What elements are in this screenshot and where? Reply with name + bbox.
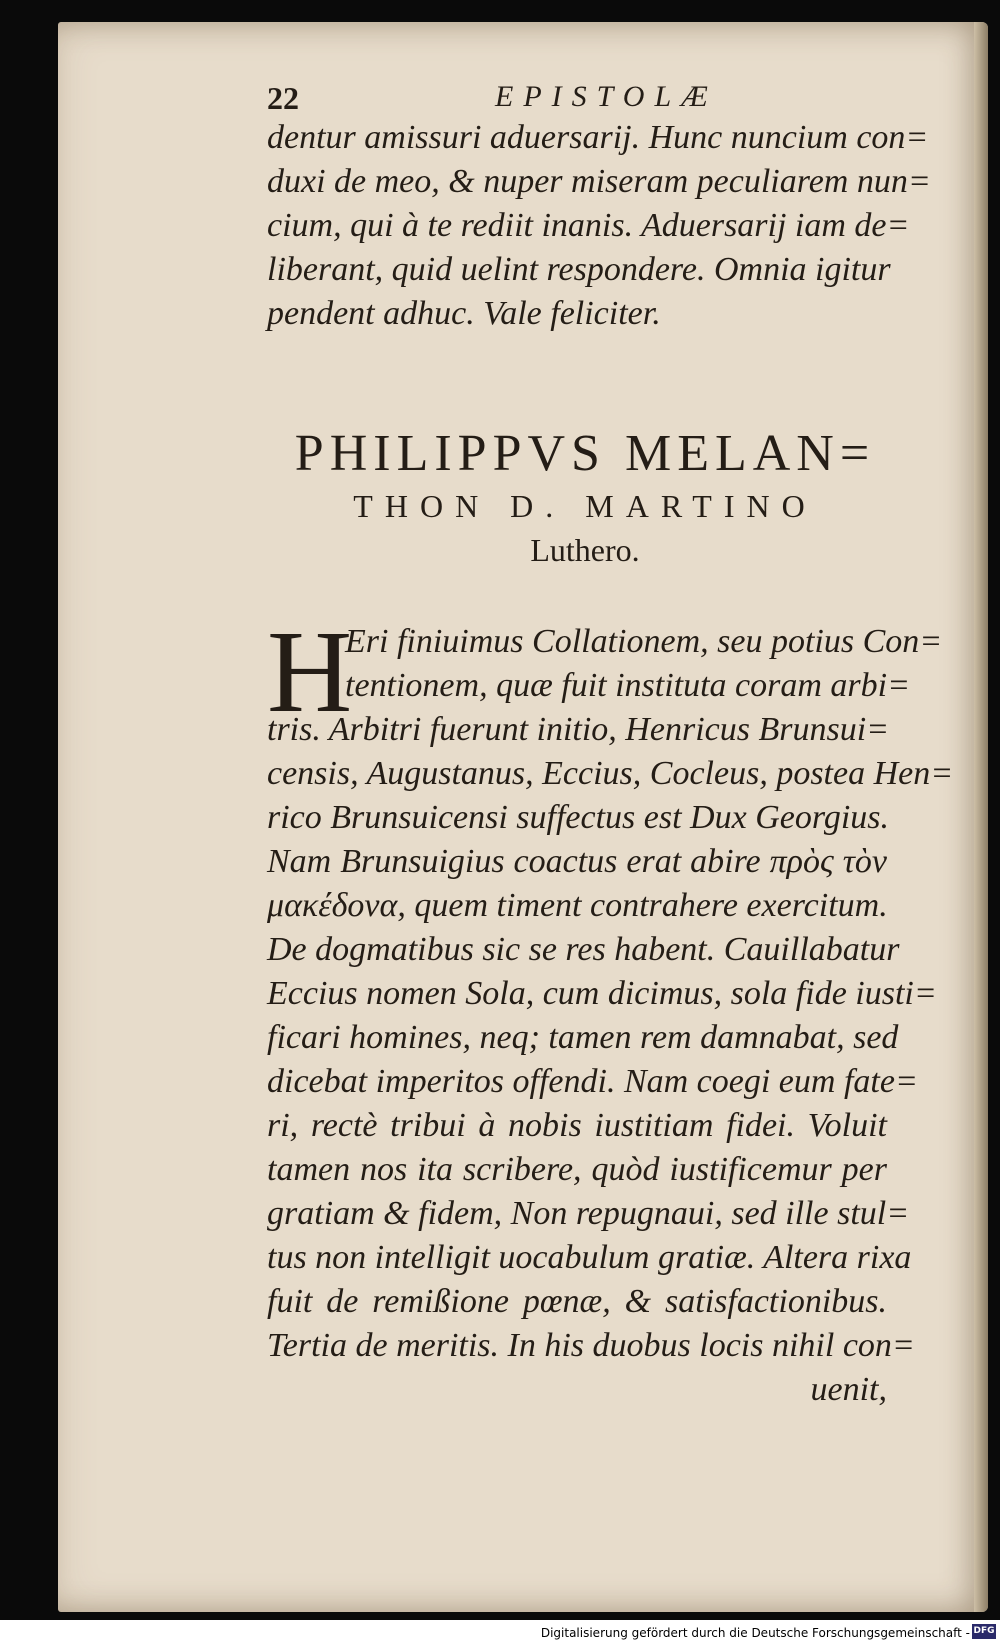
catchword: uenit, — [810, 1371, 887, 1408]
prose-line: duxi de meo, & nuper miseram peculiarem nun= — [267, 163, 931, 200]
prose-line: Eri finiuimus Collationem, seu potius Con= — [345, 623, 943, 660]
prose-line: tentionem, quæ fuit instituta coram arbi= — [345, 667, 911, 704]
running-head — [205, 78, 925, 116]
running-title: EPISTOLÆ — [495, 80, 718, 113]
prose-line: rico Brunsuicensi suffectus est Dux Georgius. — [267, 799, 889, 836]
prose-line: Nam Brunsuigius coactus erat abire πρὸς τὸν — [267, 843, 887, 880]
prose-line: censis, Augustanus, Eccius, Cocleus, postea Hen= — [267, 755, 954, 792]
heading-line: Luthero. — [530, 532, 640, 568]
prose-line: dicebat imperitos offendi. Nam coegi eum fate= — [267, 1063, 918, 1100]
heading-line: THON D. MARTINO — [353, 488, 817, 524]
preceding-letter-end — [205, 116, 931, 336]
text-block — [205, 78, 954, 1412]
prose-line: liberant, quid uelint respondere. Omnia igitur — [267, 251, 891, 288]
prose-line: ficari homines, neq; tamen rem damnabat, sed — [267, 1019, 899, 1056]
prose-line: μακέδονα, quem timent contrahere exercitum. — [267, 887, 888, 924]
prose-line: cium, qui à te rediit inanis. Aduersarij iam de= — [267, 207, 910, 244]
footer-bar — [0, 1620, 1000, 1646]
prose-line: tris. Arbitri fuerunt initio, Henricus Brunsui= — [267, 711, 890, 748]
prose-line: gratiam & fidem, Non repugnaui, sed ille stul= — [267, 1195, 910, 1232]
prose-line: ri, rectè tribui à nobis iustitiam fidei. Voluit — [267, 1107, 887, 1144]
prose-line: De dogmatibus sic se res habent. Cauillabatur — [267, 931, 900, 968]
prose-line: Eccius nomen Sola, cum dicimus, sola fide iusti= — [267, 975, 937, 1012]
prose-line: fuit de remißione pœnæ, & satisfactionibus. — [267, 1283, 887, 1320]
prose-line: Tertia de meritis. In his duobus locis nihil con= — [267, 1327, 915, 1364]
heading-line: PHILIPPVS MELAN= — [294, 425, 876, 482]
page-edge — [974, 22, 988, 1612]
dfg-logo-icon: DFG — [972, 1624, 996, 1639]
prose-line: tamen nos ita scribere, quòd iustificemur per — [267, 1151, 887, 1188]
page-number: 22 — [267, 80, 299, 116]
funding-credit: Digitalisierung gefördert durch die Deutsche Forschungsgemeinschaft - — [540, 1626, 970, 1640]
letter-body — [205, 606, 954, 1412]
prose-line: tus non intelligit uocabulum gratiæ. Altera rixa — [267, 1239, 912, 1276]
letter-heading — [205, 424, 925, 572]
prose-line: pendent adhuc. Vale feliciter. — [267, 295, 661, 332]
drop-cap: H — [267, 606, 353, 737]
prose-line: dentur amissuri aduersarij. Hunc nuncium con= — [267, 119, 929, 156]
